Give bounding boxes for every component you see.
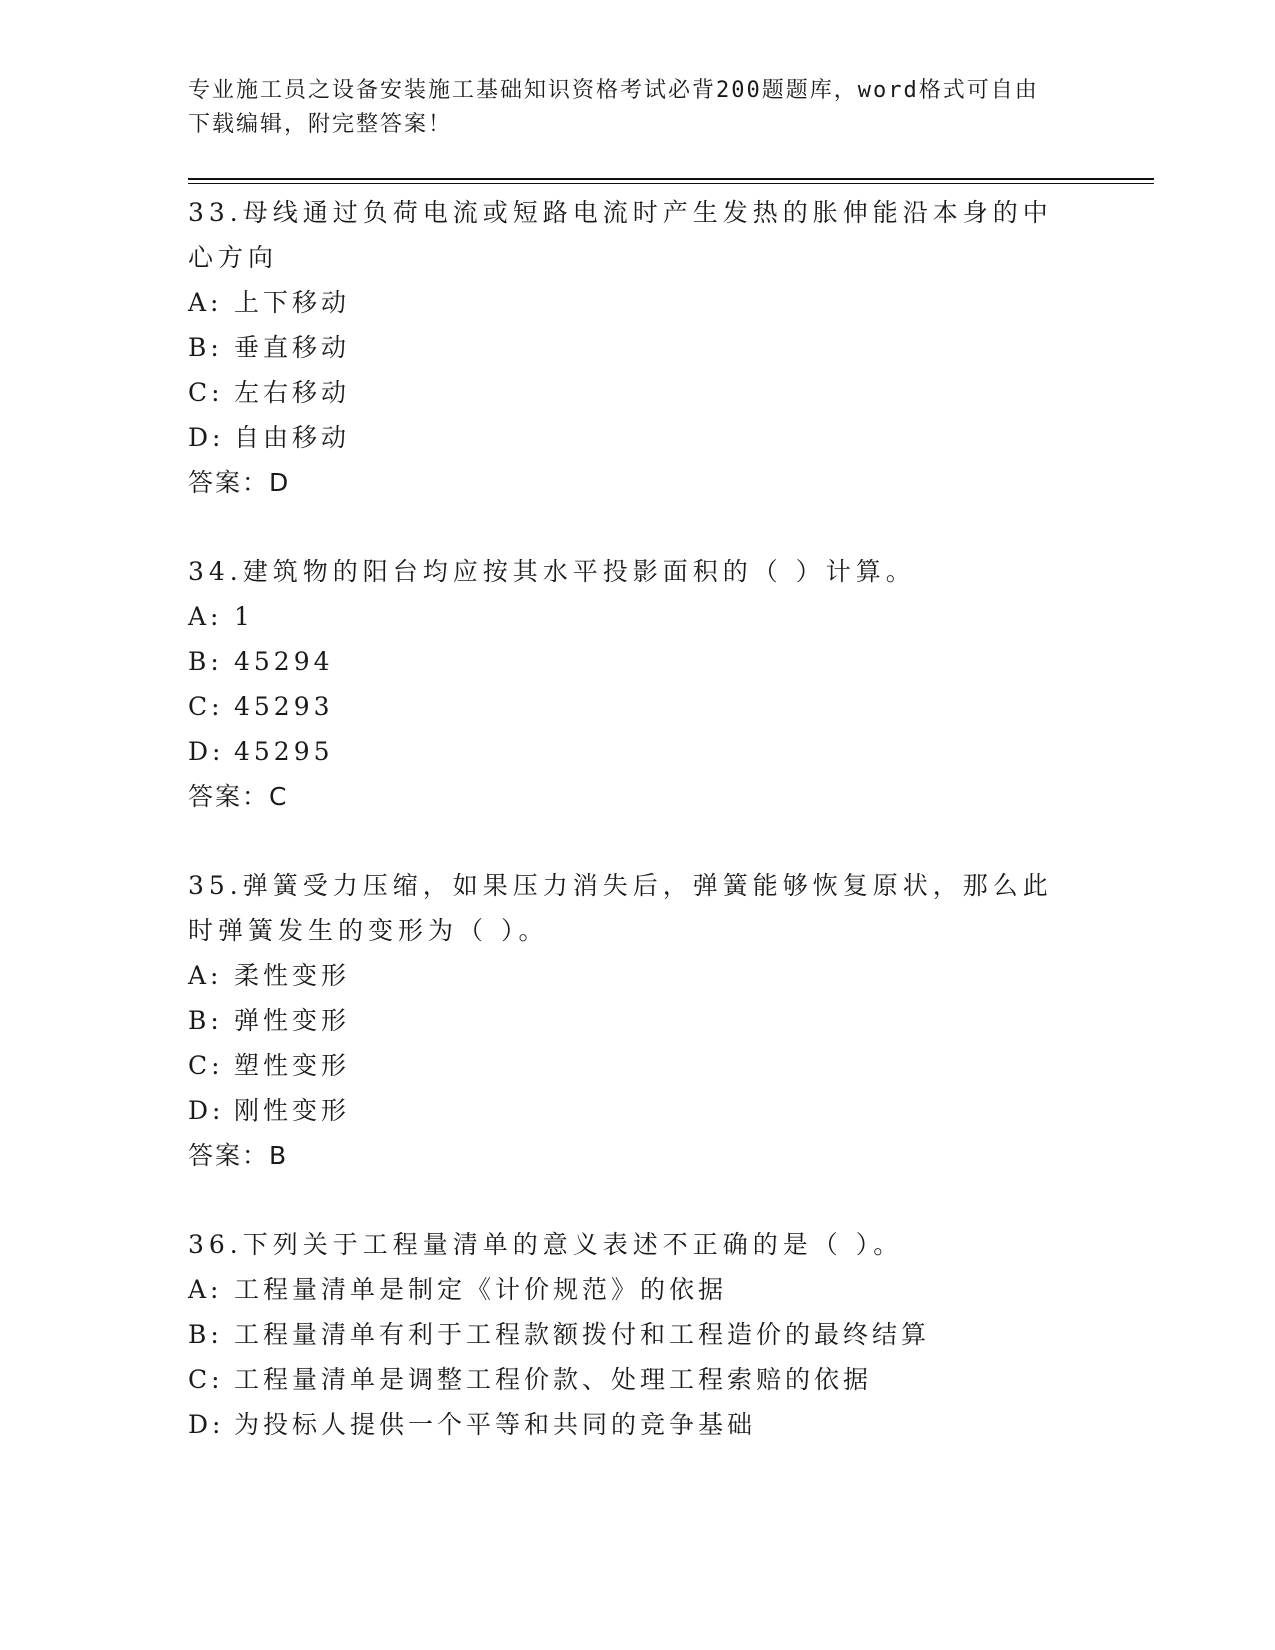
option-text: 为投标人提供一个平等和共同的竞争基础 (234, 1410, 757, 1439)
option-text: 上下移动 (234, 288, 351, 317)
option-key: C: (188, 692, 224, 721)
option-key: D: (188, 737, 225, 766)
option-a (188, 953, 1088, 998)
option-text: 垂直移动 (234, 333, 351, 362)
option-key: B: (188, 333, 223, 362)
option-text: 弹性变形 (234, 1006, 351, 1035)
option-text: 自由移动 (234, 423, 351, 452)
option-c (188, 370, 1088, 415)
option-d (188, 1088, 1088, 1133)
option-text: 45295 (234, 737, 334, 766)
option-key: A: (188, 602, 223, 631)
option-text: 刚性变形 (234, 1096, 351, 1125)
header-line-2: 下载编辑，附完整答案！ (188, 112, 453, 137)
question-stem: 33.母线通过负荷电流或短路电流时产生发热的胀伸能沿本身的中心方向 (188, 198, 1053, 272)
option-key: D: (188, 1410, 225, 1439)
answer-line: 答案：D (188, 468, 291, 497)
question-stem: 36.下列关于工程量清单的意义表述不正确的是（ ）。 (188, 1230, 904, 1259)
question-stem: 34.建筑物的阳台均应按其水平投影面积的（ ）计算。 (188, 557, 916, 586)
option-b (188, 998, 1088, 1043)
answer-line: 答案：B (188, 1141, 289, 1170)
option-text: 45293 (234, 692, 334, 721)
option-a (188, 280, 1088, 325)
question-35 (188, 863, 1088, 1178)
header-divider-thick (188, 178, 1154, 180)
option-a (188, 594, 1088, 639)
option-key: C: (188, 1365, 224, 1394)
option-c (188, 1043, 1088, 1088)
option-key: C: (188, 378, 224, 407)
option-text: 45294 (234, 647, 334, 676)
question-33 (188, 190, 1088, 505)
option-key: A: (188, 961, 223, 990)
option-text: 左右移动 (234, 378, 351, 407)
option-text: 1 (234, 602, 254, 631)
option-c (188, 684, 1088, 729)
document-header (188, 74, 1068, 142)
answer-line: 答案：C (188, 782, 289, 811)
option-text: 工程量清单是调整工程价款、处理工程索赔的依据 (234, 1365, 873, 1394)
option-a (188, 1267, 1088, 1312)
option-b (188, 325, 1088, 370)
option-key: D: (188, 423, 225, 452)
header-line-1: 专业施工员之设备安装施工基础知识资格考试必背200题题库，word格式可自由 (188, 78, 1039, 103)
option-text: 工程量清单有利于工程款额拨付和工程造价的最终结算 (234, 1320, 931, 1349)
option-text: 柔性变形 (234, 961, 351, 990)
option-key: B: (188, 1320, 223, 1349)
option-key: C: (188, 1051, 224, 1080)
option-key: A: (188, 288, 223, 317)
question-stem: 35.弹簧受力压缩，如果压力消失后，弹簧能够恢复原状，那么此时弹簧发生的变形为（ ）。 (188, 871, 1053, 945)
option-b (188, 1312, 1088, 1357)
option-c (188, 1357, 1088, 1402)
option-d (188, 1402, 1088, 1447)
header-divider-thin (188, 183, 1154, 184)
question-list (188, 190, 1088, 1491)
question-34 (188, 549, 1088, 819)
option-text: 工程量清单是制定《计价规范》的依据 (234, 1275, 728, 1304)
option-key: D: (188, 1096, 225, 1125)
option-key: B: (188, 647, 223, 676)
option-key: B: (188, 1006, 223, 1035)
option-text: 塑性变形 (234, 1051, 351, 1080)
option-b (188, 639, 1088, 684)
option-d (188, 729, 1088, 774)
question-36 (188, 1222, 1088, 1447)
option-key: A: (188, 1275, 223, 1304)
option-d (188, 415, 1088, 460)
